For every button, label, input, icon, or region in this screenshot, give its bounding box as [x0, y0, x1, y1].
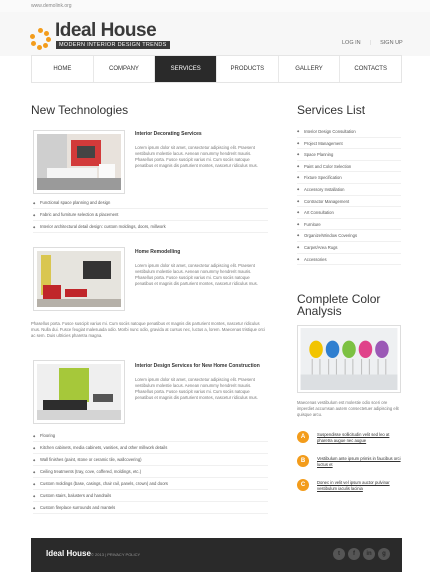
- nav-services[interactable]: SERVICES: [155, 56, 217, 82]
- nav-products[interactable]: PRODUCTS: [217, 56, 279, 82]
- footer: [31, 538, 402, 572]
- service-link[interactable]: ◆ Accessory Installation: [297, 184, 401, 196]
- service-link[interactable]: ◆ Interior Design Consultation: [297, 126, 401, 138]
- logo-subtitle: MODERN INTERIOR DESIGN TRENDS: [56, 41, 170, 49]
- step-item: [297, 430, 401, 454]
- services-heading: Services List: [297, 103, 366, 117]
- service-link[interactable]: ◆ Furniture: [297, 219, 401, 231]
- social-links: [333, 548, 390, 560]
- feature-list: [33, 197, 268, 233]
- list-item: ◆ Flooring: [33, 430, 268, 442]
- card-text: Lorem ipsum dolor sit amet, consectetur adipiscing elit. Praesent vestibulum molestie lacus. Aenean nonummy hendrerit mauris. Phasellus porta. Fusce suscipit varius mi. Cum sociis natoque penatibus et magnis dis parturient montes, nascetur ridiculus mus.: [135, 377, 258, 400]
- step-link[interactable]: Donec in velit vel ipsum auctor pulvinar vestibulum iaculis lacinia: [317, 480, 390, 491]
- card-title[interactable]: Interior Design Services for New Home Construction: [135, 363, 260, 369]
- list-item: ◆ Kitchen cabinets, media cabinets, vanities, and other millwork details: [33, 442, 268, 454]
- service-link[interactable]: ◆ Accessories: [297, 254, 401, 266]
- auth-links: [333, 40, 412, 46]
- divider: |: [369, 40, 372, 46]
- step-badge: B: [297, 455, 309, 467]
- card-image[interactable]: [33, 247, 125, 311]
- green-room-image: [37, 364, 121, 420]
- step-badge: A: [297, 431, 309, 443]
- service-link[interactable]: ◆ Fixture Specification: [297, 172, 401, 184]
- paragraph: Phasellus porta. Fusce suscipit varius mi. Cum sociis natoque penatibus et magnis dis parturient montes, nascetur ridiculus mus. Nulla dui. Fusce feugiat malesuada odio. Morbi nunc odio, gravida at cursus nec, luctus a, lorem. Maecenas tristique orci ac sem. Duis ultricies pharetra magna.: [31, 321, 265, 338]
- nav-gallery[interactable]: GALLERY: [279, 56, 341, 82]
- step-item: [297, 478, 401, 502]
- card-title[interactable]: Home Remodelling: [135, 249, 181, 255]
- site-url[interactable]: www.demolink.org: [31, 3, 72, 9]
- list-item: ◆ Ceiling treatments (tray, cove, coffered, moldings, etc.): [33, 466, 268, 478]
- step-link[interactable]: Suspendisse sollicitudin velit sed leo at pharetra augue nec augue: [317, 432, 390, 443]
- card-image[interactable]: [33, 360, 125, 424]
- steps-list: [297, 430, 401, 502]
- card-text: Lorem ipsum dolor sit amet, consectetur adipiscing elit. Praesent vestibulum molestie lacus. Aenean nonummy hendrerit mauris. Phasellus porta. Fusce suscipit varius mi. Cum sociis natoque penatibus et magnis dis parturient montes, nascetur ridiculus mus.: [135, 263, 258, 286]
- main-nav: [31, 55, 402, 83]
- color-image[interactable]: [297, 325, 401, 393]
- list-item: ◆ Interior architectural detail design: custom moldings, doors, millwork: [33, 221, 268, 233]
- facebook-icon[interactable]: f: [348, 548, 360, 560]
- feature-list: [33, 430, 268, 514]
- footer-brand[interactable]: Ideal House: [46, 549, 91, 558]
- footer-copy[interactable]: © 2013 | PRIVACY POLICY: [91, 552, 141, 557]
- step-item: [297, 454, 401, 478]
- chairs-image: [300, 328, 398, 390]
- card-text: Lorem ipsum dolor sit amet, consectetur adipiscing elit. Praesent vestibulum molestie lacus. Aenean nonummy hendrerit mauris. Phasellus porta. Fusce suscipit varius mi. Cum sociis natoque penatibus et magnis dis parturient montes, nascetur ridiculus mus.: [135, 145, 258, 168]
- logo-icon[interactable]: [30, 28, 52, 50]
- service-link[interactable]: ◆ Project Management: [297, 138, 401, 150]
- service-link[interactable]: ◆ Art Consultation: [297, 207, 401, 219]
- living-room-image: [37, 134, 121, 190]
- card-image[interactable]: [33, 130, 125, 194]
- service-link[interactable]: ◆ Organize/Window Coverings: [297, 230, 401, 242]
- nav-company[interactable]: COMPANY: [94, 56, 156, 82]
- service-link[interactable]: ◆ Space Planning: [297, 149, 401, 161]
- login-link[interactable]: LOG IN: [342, 40, 361, 46]
- list-item: ◆ Custom moldings (base, casings, chair rail, panels, crown) and doors: [33, 478, 268, 490]
- step-link[interactable]: Vestibulum ante ipsum primis in faucibus orci luctus et: [317, 456, 401, 467]
- color-text: Maecenas vestibulum est molestie odio sceri ore imperdiet accumsan autem consectetuer adipiscing elit quisque arcu.: [297, 400, 399, 417]
- remodel-room-image: [37, 251, 121, 307]
- signup-link[interactable]: SIGN UP: [380, 40, 403, 46]
- google-icon[interactable]: g: [378, 548, 390, 560]
- services-list: [297, 126, 401, 265]
- service-link[interactable]: ◆ Carpet/Area Rugs: [297, 242, 401, 254]
- card-title[interactable]: Interior Decorating Services: [135, 131, 202, 137]
- logo-title[interactable]: Ideal House: [55, 20, 157, 41]
- list-item: ◆ Custom fireplace surrounds and mantels: [33, 502, 268, 514]
- list-item: ◆ Functional space planning and design: [33, 197, 268, 209]
- list-item: ◆ Fabric and furniture selection & placement: [33, 209, 268, 221]
- nav-home[interactable]: HOME: [32, 56, 94, 82]
- nav-contacts[interactable]: CONTACTS: [354, 66, 387, 72]
- linkedin-icon[interactable]: in: [363, 548, 375, 560]
- service-link[interactable]: ◆ Paint and Color Selection: [297, 161, 401, 173]
- step-badge: C: [297, 479, 309, 491]
- list-item: ◆ Custom stairs, balusters and handrails: [33, 490, 268, 502]
- list-item: ◆ Wall finishes (paint, stone or ceramic tile, wallcovering): [33, 454, 268, 466]
- main-heading: New Technologies: [31, 103, 129, 117]
- color-heading: Complete Color Analysis: [297, 292, 381, 318]
- twitter-icon[interactable]: t: [333, 548, 345, 560]
- top-bar: [0, 0, 430, 12]
- service-link[interactable]: ◆ Contractor Management: [297, 196, 401, 208]
